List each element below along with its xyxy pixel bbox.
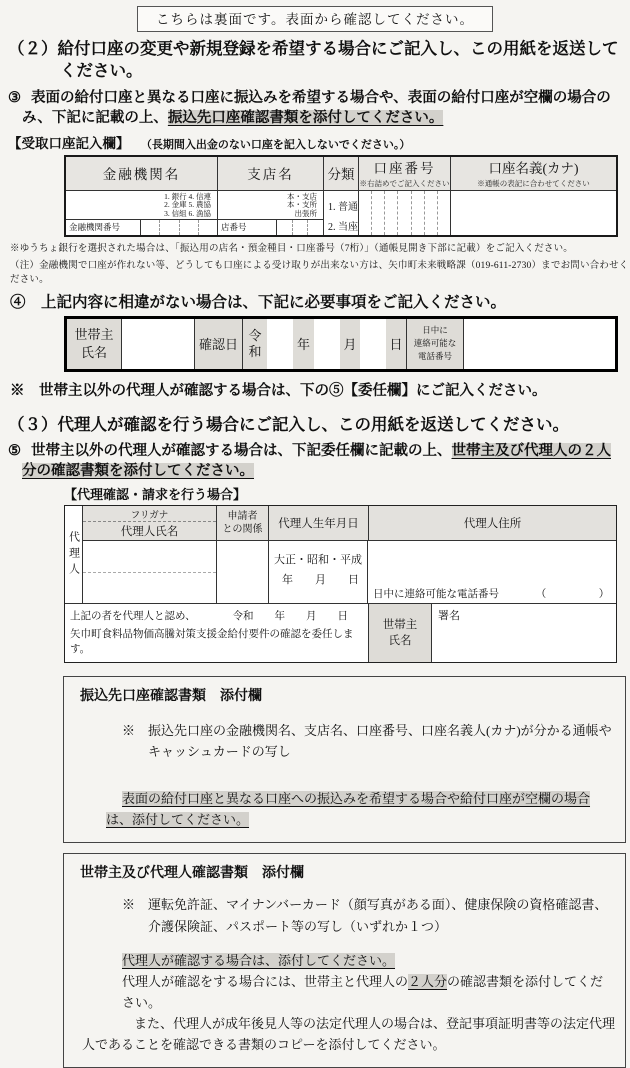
col-header-class: 分類 <box>324 157 359 191</box>
phone-label-cell: 日中に 連絡可能な 電話番号 <box>406 319 464 369</box>
bank-code-box <box>141 220 160 234</box>
bank-code-label: 金融機関番号 <box>69 222 121 233</box>
bank-code-box <box>199 220 217 234</box>
item5-instruction <box>8 441 622 481</box>
proxy-name-label: 代理人氏名 <box>83 522 216 540</box>
number-note: ※右詰めでご記入ください <box>359 179 450 189</box>
attach-box2-line2: 代理人が確認をする場合には、世帯主と代理人の２人分の確認書類を添付してください。 <box>122 973 604 1010</box>
col-header-branch: 支店名 <box>218 157 324 191</box>
bank-code-box <box>180 220 199 234</box>
name-note: ※通帳の表記に合わせてください <box>477 179 590 189</box>
confirmation-table <box>64 316 618 372</box>
year-label-cell: 年 <box>293 319 314 369</box>
item3-text: 表面の給付口座と異なる口座に振込みを希望する場合や、表面の給付口座が空欄の場合のみ、下記に記載の上、 <box>22 89 611 126</box>
account-entry-title: 【受取口座記入欄】 <box>8 135 130 151</box>
bank-code-row <box>66 219 217 234</box>
proxy-phone-line: 日中に連絡可能な電話番号 （ ） <box>373 589 610 601</box>
attach-box1-item: ※ 振込先口座の金融機関名、支店名、口座番号、口座名義人(カナ)が分かる通帳やキャッシュカードの写し <box>122 723 612 760</box>
col-header-number: 口座番号 ※右詰めでご記入ください <box>359 157 451 191</box>
account-number-digit <box>425 191 438 235</box>
era-label-cell: 令和 <box>243 319 267 369</box>
delegation-intro: 上記の者を代理人と認め、 <box>70 611 196 623</box>
month-label-cell: 月 <box>340 319 360 369</box>
branch-code-label: 店番号 <box>221 222 247 233</box>
col-header-bank: 金融機関名 <box>66 157 218 191</box>
backside-notice: こちらは裏面です。表面から確認してください。 <box>137 6 493 32</box>
item5-number: ⑤ <box>8 443 21 460</box>
item3-instruction <box>8 88 622 128</box>
attach-box2-line3: また、代理人が成年後見人等の法定代理人の場合は、登記事項証明書等の法定代理人であることを確認できる書類のコピーを添付してください。 <box>82 1015 616 1052</box>
attach-box2-line2-highlight: ２人分 <box>408 973 448 989</box>
branch-name-cell <box>218 191 324 235</box>
proxy-table <box>64 505 617 663</box>
attach-box2-item: ※ 運転免許証、マイナンバーカード（顔写真がある面）、健康保険の資格確認書、介護保険証、パスポート等の写し（いずれか１つ） <box>122 897 608 934</box>
delegation-head-name-label: 世帯主氏名 <box>369 604 432 662</box>
attach-box2-title: 世帯主及び代理人確認書類 添付欄 <box>80 864 304 881</box>
account-entry-label <box>8 132 630 152</box>
bank-type-options: 1. 銀行 4. 信連 2. 金庫 5. 農協 3. 信組 6. 漁協 <box>164 191 211 219</box>
relation-input-cell <box>217 541 269 603</box>
account-number-digit <box>398 191 411 235</box>
yucho-note: ※ゆうちょ銀行を選択された場合は、「振込用の店名・預金種目・口座番号（7桁）」（通帳見開き下部に記載）をご記入ください。 <box>10 243 574 254</box>
address-header: 代理人住所 <box>369 506 616 540</box>
branch-code-box <box>277 220 293 234</box>
month-input-cell <box>314 319 340 369</box>
delegation-statement-cell <box>65 604 369 662</box>
bank-code-boxes <box>140 220 217 234</box>
head-name-input-cell <box>122 319 195 369</box>
bank-account-table <box>64 155 618 237</box>
delegation-date-labels: 令和 年 月 日 <box>232 611 348 623</box>
item3-highlight: 振込先口座確認書類を添付してください。 <box>167 109 444 126</box>
attach-box-identity-docs <box>63 853 626 1067</box>
item3-number: ③ <box>8 89 21 106</box>
account-number-digit <box>385 191 398 235</box>
branch-code-box <box>293 220 309 234</box>
confirm-date-label-cell: 確認日 <box>195 319 243 369</box>
proxy-section-title: 【代理確認・請求を行う場合】 <box>64 487 247 503</box>
bank-code-box <box>160 220 179 234</box>
contact-note: （注）金融機関で口座が作れない等、どうしても口座による受け取りが出来ない方は、矢巾町未来戦略課（019-611-2730）までお問い合わせください。 <box>10 260 629 285</box>
birth-era-options: 大正・昭和・平成 <box>274 554 362 567</box>
day-label-cell: 日 <box>386 319 406 369</box>
attach-box2-highlight1: 代理人が確認する場合は、添付してください。 <box>122 952 396 968</box>
branch-code-boxes <box>276 220 323 234</box>
head-name-label-cell: 世帯主氏名 <box>67 319 122 369</box>
birth-ymd-labels: 年 月 日 <box>282 574 359 587</box>
proxy-name-header <box>83 506 217 540</box>
delegate-note: ※ 世帯主以外の代理人が確認する場合は、下の⑤【委任欄】にご記入ください。 <box>10 382 547 399</box>
section2-heading: （２）給付口座の変更や新規登録を希望する場合にご記入し、この用紙を返送してください。 <box>8 40 619 80</box>
relation-header: 申請者 との関係 <box>217 506 269 540</box>
account-number-digit <box>372 191 385 235</box>
item5-highlight: 世帯主及び代理人の２人分の確認書類を添付してください。 <box>22 443 611 480</box>
phone-input-cell <box>464 319 615 369</box>
year-input-cell <box>267 319 293 369</box>
item5-text: 世帯主以外の代理人が確認する場合は、下記委任欄に記載の上、 <box>31 443 452 460</box>
col-header-name: 口座名義(カナ) ※通帳の表記に合わせてください <box>451 157 616 191</box>
proxy-name-input-cell <box>83 541 217 603</box>
day-input-cell <box>360 319 386 369</box>
delegation-body: 矢巾町食料品物価高騰対策支援金給付要件の確認を委任します。 <box>70 629 354 656</box>
account-entry-note: （長期間入出金のない口座を記入しないでください。） <box>140 138 411 151</box>
account-number-cell <box>359 191 451 235</box>
attach-box1-title: 振込先口座確認書類 添付欄 <box>80 687 262 704</box>
account-holder-name-cell <box>451 191 616 235</box>
account-number-digit <box>359 191 372 235</box>
branch-code-box <box>308 220 323 234</box>
item4-instruction: ④ 上記内容に相違がない場合は、下記に必要事項をご記入ください。 <box>10 293 507 311</box>
birthdate-input-cell <box>269 541 368 603</box>
attach-box1-highlight: 表面の給付口座と異なる口座への振込みを希望する場合や給付口座が空欄の場合は、添付してください。 <box>106 791 591 828</box>
account-class-cell: 1. 普通 2. 当座 <box>324 191 359 235</box>
branch-code-row <box>218 219 323 234</box>
section3-heading: （３）代理人が確認を行う場合にご記入し、この用紙を返送してください。 <box>8 415 569 434</box>
bank-name-cell <box>66 191 218 235</box>
proxy-side-label: 代理人 <box>65 506 83 603</box>
birthdate-header: 代理人生年月日 <box>269 506 369 540</box>
account-number-digit <box>438 191 450 235</box>
furigana-label: フリガナ <box>83 506 216 522</box>
account-number-digit <box>412 191 425 235</box>
attach-box-account-docs <box>63 676 626 843</box>
address-input-cell <box>368 541 616 603</box>
branch-type-options: 本・支店 本・支所 出張所 <box>287 191 317 219</box>
signature-cell: 署名 <box>438 610 460 623</box>
